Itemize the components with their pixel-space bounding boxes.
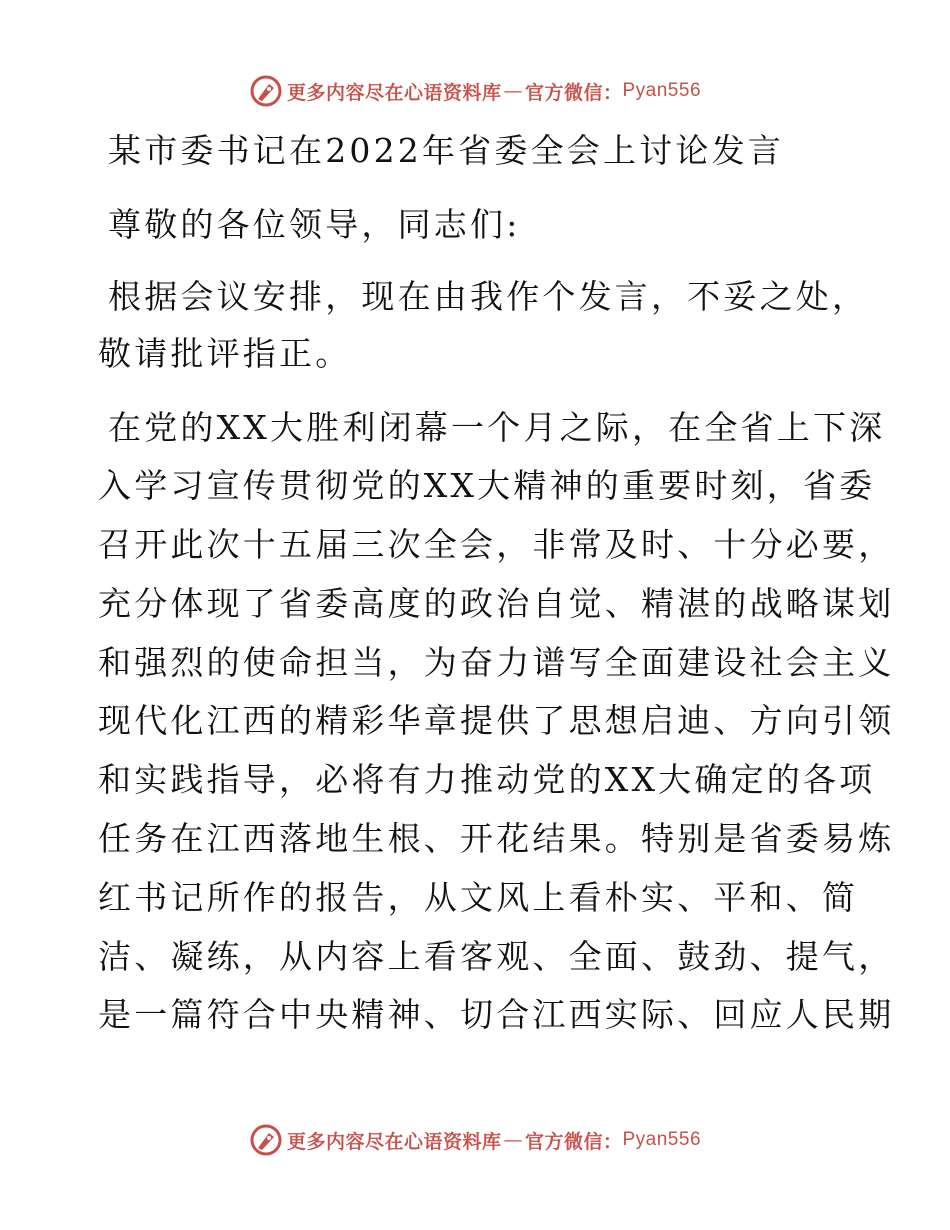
greeting-line: 尊敬的各位领导，同志们: <box>108 205 521 244</box>
paragraph-line: 是一篇符合中央精神、切合江西实际、回应人民期 <box>98 995 895 1034</box>
watermark-text: 更多内容尽在心语资料库 <box>286 81 502 104</box>
pen-nib-logo-icon <box>249 1123 283 1157</box>
paragraph-line: 充分体现了省委高度的政治自觉、精湛的战略谋划 <box>98 584 895 623</box>
paragraph-line: 洁、凝练，从内容上看客观、全面、鼓劲、提气， <box>98 937 895 976</box>
watermark-wechat-id: Pyan556 <box>622 80 702 101</box>
paragraph-line: 根据会议安排，现在由我作个发言，不妥之处， <box>108 277 869 316</box>
paragraph-line: 现代化江西的精彩华章提供了思想启迪、方向引领 <box>98 701 895 740</box>
header-watermark <box>0 71 950 111</box>
document-title: 某市委书记在2022年省委全会上讨论发言 <box>108 131 784 170</box>
paragraph-line: 红书记所作的报告，从文风上看朴实、平和、简 <box>98 878 859 917</box>
paragraph-line: 和实践指导，必将有力推动党的XX大确定的各项 <box>98 760 876 799</box>
paragraph-line: 和强烈的使命担当，为奋力谱写全面建设社会主义 <box>98 643 895 682</box>
footer-watermark <box>0 1120 950 1160</box>
watermark-separator: — <box>503 1129 523 1151</box>
paragraph-line: 在党的XX大胜利闭幕一个月之际，在全省上下深 <box>108 408 886 447</box>
paragraph-line: 召开此次十五届三次全会，非常及时、十分必要， <box>98 525 895 564</box>
paragraph-line: 入学习宣传贯彻党的XX大精神的重要时刻，省委 <box>98 466 876 505</box>
watermark-separator: — <box>503 80 523 102</box>
watermark-text: 更多内容尽在心语资料库 <box>286 1130 502 1153</box>
watermark-wechat-id: Pyan556 <box>622 1129 702 1150</box>
watermark-wechat-label: 官方微信： <box>524 81 623 104</box>
paragraph-line: 任务在江西落地生根、开花结果。特别是省委易炼 <box>98 819 895 858</box>
watermark-wechat-label: 官方微信： <box>524 1130 623 1153</box>
paragraph-line: 敬请批评指正。 <box>98 334 352 373</box>
pen-nib-logo-icon <box>249 74 283 108</box>
